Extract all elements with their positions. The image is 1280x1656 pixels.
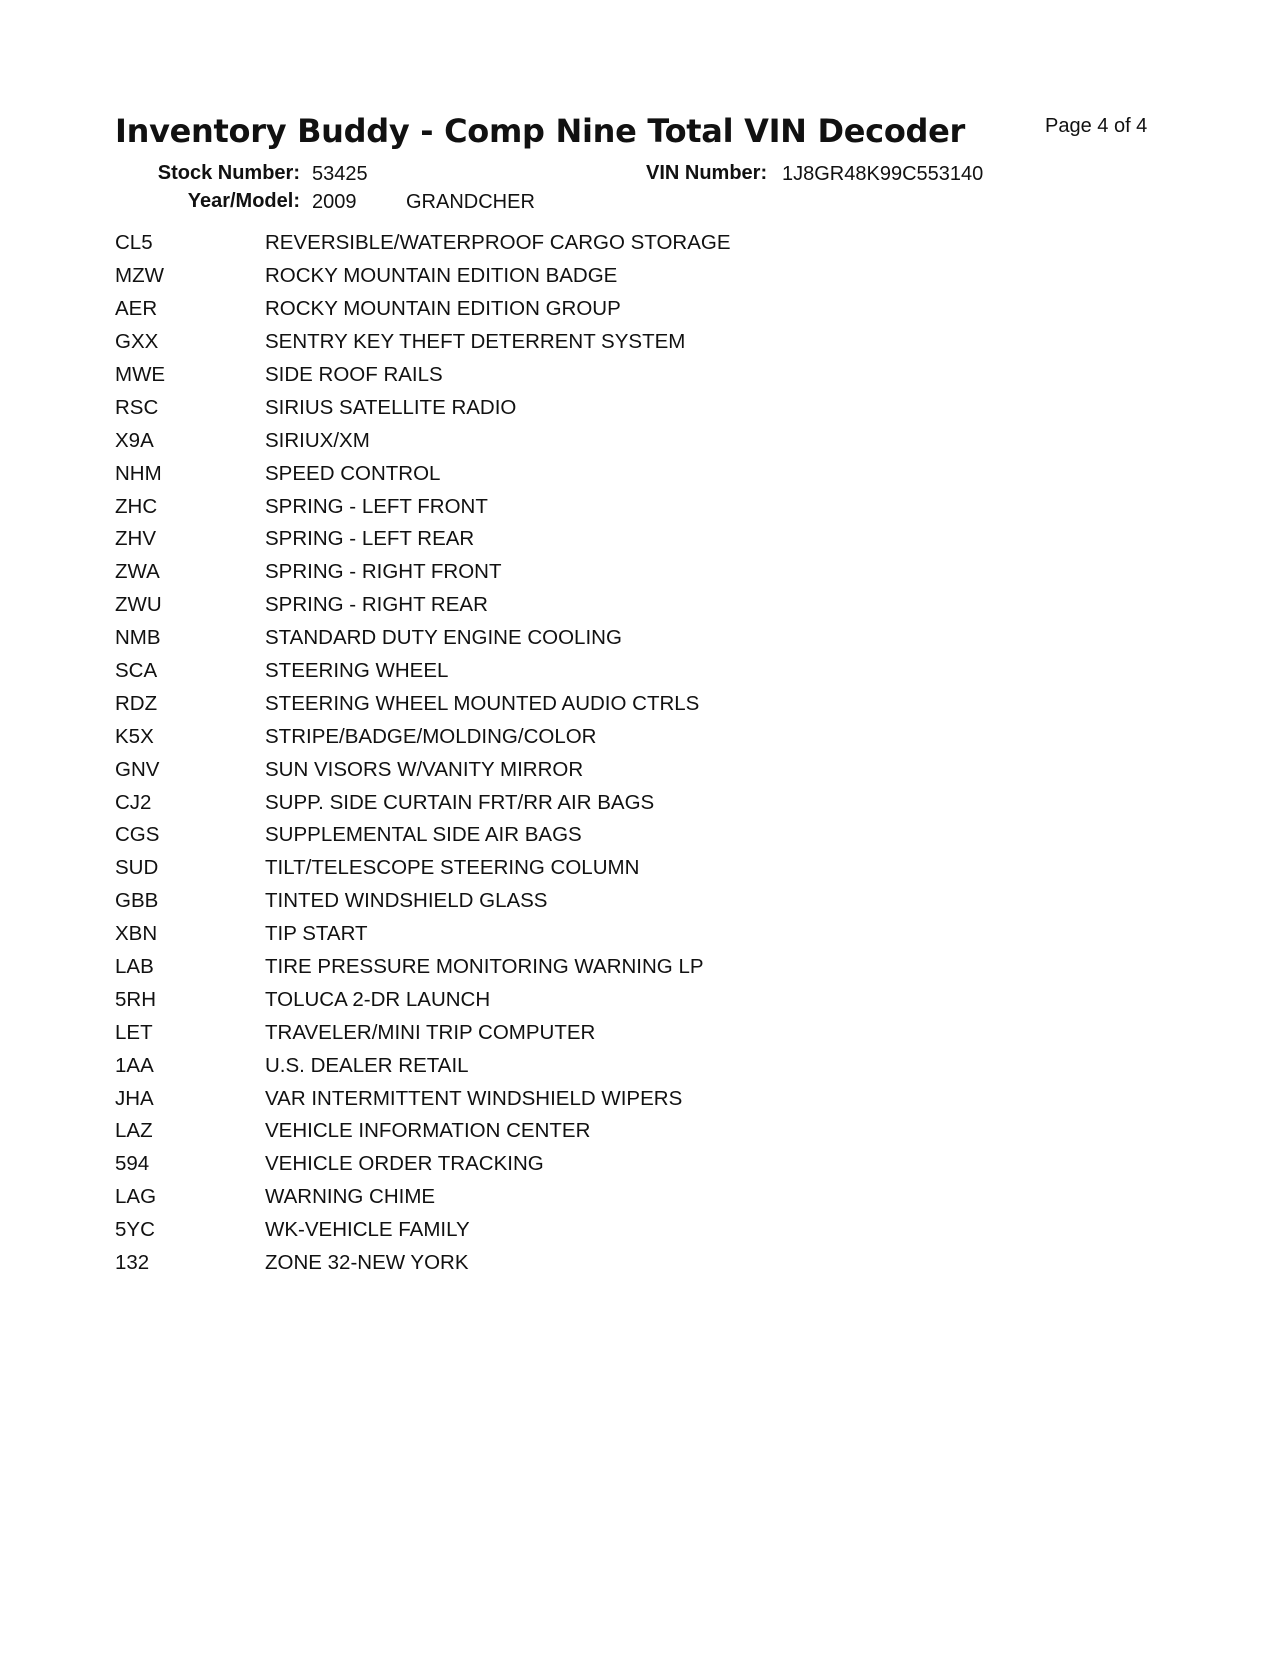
option-description: VEHICLE INFORMATION CENTER [265, 1119, 591, 1143]
option-description: VAR INTERMITTENT WINDSHIELD WIPERS [265, 1086, 683, 1110]
option-row [115, 227, 1015, 260]
option-row [115, 687, 1015, 720]
option-description: U.S. DEALER RETAIL [265, 1053, 469, 1077]
option-code: CJ2 [115, 790, 152, 814]
option-description: SUPPLEMENTAL SIDE AIR BAGS [265, 823, 582, 847]
option-row [115, 852, 1015, 885]
option-row [115, 326, 1015, 359]
option-description: ROCKY MOUNTAIN EDITION BADGE [265, 264, 618, 288]
option-row [115, 1247, 1015, 1280]
option-row [115, 523, 1015, 556]
stock-number-label: Stock Number: [157, 162, 300, 184]
option-row [115, 885, 1015, 918]
option-description: VEHICLE ORDER TRACKING [265, 1152, 544, 1176]
option-description: TINTED WINDSHIELD GLASS [265, 889, 548, 913]
option-row [115, 1181, 1015, 1214]
option-row [115, 819, 1015, 852]
option-code: RDZ [115, 691, 158, 715]
option-description: TIRE PRESSURE MONITORING WARNING LP [265, 955, 704, 979]
option-code: 594 [115, 1152, 150, 1176]
option-description: SPRING - LEFT FRONT [265, 494, 488, 518]
year-value: 2009 [312, 191, 357, 213]
option-code: ZWU [115, 593, 162, 617]
option-description: SIDE ROOF RAILS [265, 363, 443, 386]
option-code: GXX [115, 330, 159, 354]
option-code: K5X [115, 724, 154, 748]
option-code: JHA [115, 1086, 154, 1110]
option-row [115, 1049, 1015, 1082]
option-code: LET [115, 1020, 153, 1044]
option-code: NMB [115, 626, 161, 650]
option-row [115, 556, 1015, 589]
option-row [115, 951, 1015, 984]
option-description: SPRING - LEFT REAR [265, 527, 475, 551]
option-row [115, 622, 1015, 655]
option-code: GNV [115, 757, 160, 781]
option-code: XBN [115, 922, 158, 946]
option-code: CGS [115, 823, 160, 847]
year-model-label: Year/Model: [187, 190, 300, 212]
option-description: STEERING WHEEL [265, 659, 449, 683]
option-description: WK-VEHICLE FAMILY [265, 1218, 470, 1242]
option-row [115, 655, 1015, 688]
option-description: ROCKY MOUNTAIN EDITION GROUP [265, 297, 621, 321]
option-row [115, 260, 1015, 293]
option-code: LAB [115, 955, 154, 979]
option-code: CL5 [115, 231, 153, 255]
option-description: SENTRY KEY THEFT DETERRENT SYSTEM [265, 330, 686, 354]
option-code: NHM [115, 461, 162, 485]
option-code: SCA [115, 659, 158, 683]
option-description: WARNING CHIME [265, 1185, 436, 1209]
option-description: SPRING - RIGHT FRONT [265, 560, 502, 584]
option-row [115, 391, 1015, 424]
option-row [115, 918, 1015, 951]
option-code-list [115, 227, 1015, 1280]
option-description: STANDARD DUTY ENGINE COOLING [265, 626, 622, 650]
option-code: X9A [115, 428, 154, 452]
option-row [115, 1082, 1015, 1115]
option-description: SPRING - RIGHT REAR [265, 593, 488, 617]
option-row [115, 1214, 1015, 1247]
option-code: ZHV [115, 527, 156, 551]
option-description: TRAVELER/MINI TRIP COMPUTER [265, 1020, 596, 1044]
option-row [115, 457, 1015, 490]
stock-number-value: 53425 [312, 163, 368, 185]
option-code: 5RH [115, 987, 157, 1011]
option-row [115, 1115, 1015, 1148]
option-description: SUN VISORS W/VANITY MIRROR [265, 757, 584, 781]
option-code: 132 [115, 1251, 150, 1275]
option-description: SIRIUX/XM [265, 428, 370, 452]
option-code: MZW [115, 264, 164, 288]
option-row [115, 753, 1015, 786]
option-row [115, 1016, 1015, 1049]
option-row [115, 293, 1015, 326]
option-code: RSC [115, 395, 159, 419]
page-indicator: Page 4 of 4 [1045, 115, 1148, 137]
option-code: GBB [115, 889, 159, 913]
option-code: LAG [115, 1185, 157, 1209]
option-code: SUD [115, 856, 159, 880]
option-code: ZHC [115, 494, 158, 518]
vin-number-value: 1J8GR48K99C553140 [782, 163, 984, 185]
option-code: ZWA [115, 560, 160, 584]
option-row [115, 490, 1015, 523]
option-description: TILT/TELESCOPE STEERING COLUMN [265, 856, 640, 880]
option-description: STEERING WHEEL MOUNTED AUDIO CTRLS [265, 691, 700, 715]
option-row [115, 786, 1015, 819]
option-row [115, 589, 1015, 622]
option-description: SPEED CONTROL [265, 461, 441, 485]
option-row [115, 359, 1015, 392]
option-description: TOLUCA 2-DR LAUNCH [265, 987, 491, 1011]
option-description: SIRIUS SATELLITE RADIO [265, 395, 517, 419]
option-row [115, 424, 1015, 457]
option-code: 1AA [115, 1053, 154, 1077]
option-row [115, 983, 1015, 1016]
option-code: 5YC [115, 1218, 155, 1242]
vin-number-label: VIN Number: [646, 162, 768, 184]
option-description: REVERSIBLE/WATERPROOF CARGO STORAGE [265, 231, 731, 255]
option-code: AER [115, 297, 158, 321]
option-description: ZONE 32-NEW YORK [265, 1251, 469, 1275]
option-description: TIP START [265, 922, 368, 946]
option-description: STRIPE/BADGE/MOLDING/COLOR [265, 724, 597, 748]
option-row [115, 720, 1015, 753]
option-code: LAZ [115, 1119, 153, 1143]
option-description: SUPP. SIDE CURTAIN FRT/RR AIR BAGS [265, 790, 655, 814]
option-code: MWE [115, 363, 166, 386]
option-row [115, 1148, 1015, 1181]
model-value: GRANDCHER [406, 191, 535, 213]
document-title: Inventory Buddy - Comp Nine Total VIN Decoder [115, 112, 966, 150]
